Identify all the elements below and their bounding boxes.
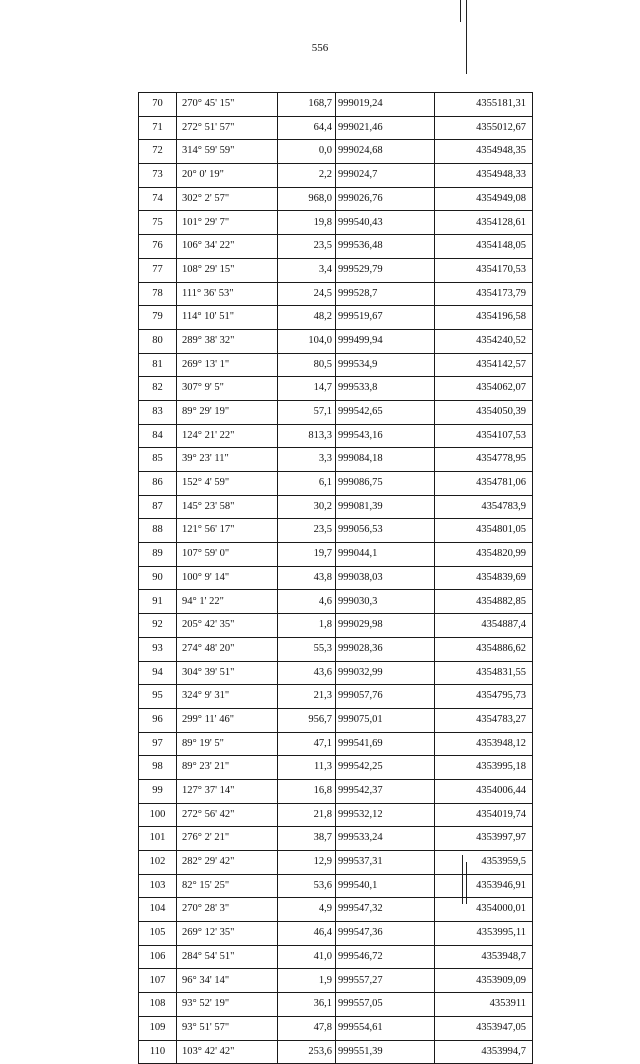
table-row [139, 779, 533, 803]
point-number-cell: 110 [139, 1040, 177, 1064]
point-number-cell: 108 [139, 993, 177, 1017]
point-number-cell: 80 [139, 329, 177, 353]
distance-cell: 80,5 [278, 353, 336, 377]
direction-angle-cell: 124° 21' 22" [177, 424, 278, 448]
x-coordinate-cell: 999075,01 [336, 708, 435, 732]
direction-angle-cell: 111° 36' 53" [177, 282, 278, 306]
x-coordinate-cell: 999032,99 [336, 661, 435, 685]
x-coordinate-cell: 999542,37 [336, 779, 435, 803]
direction-angle-cell: 272° 51' 57" [177, 116, 278, 140]
distance-cell: 43,8 [278, 566, 336, 590]
direction-angle-cell: 276° 2' 21" [177, 827, 278, 851]
point-number-cell: 100 [139, 803, 177, 827]
point-number-cell: 107 [139, 969, 177, 993]
point-number-cell: 98 [139, 756, 177, 780]
distance-cell: 104,0 [278, 329, 336, 353]
table-row [139, 827, 533, 851]
point-number-cell: 72 [139, 140, 177, 164]
direction-angle-cell: 101° 29' 7" [177, 211, 278, 235]
point-number-cell: 86 [139, 472, 177, 496]
point-number-cell: 90 [139, 566, 177, 590]
y-coordinate-cell: 4354019,74 [435, 803, 533, 827]
distance-cell: 64,4 [278, 116, 336, 140]
distance-cell: 21,3 [278, 685, 336, 709]
direction-angle-cell: 121° 56' 17" [177, 519, 278, 543]
table-row [139, 851, 533, 875]
y-coordinate-cell: 4354170,53 [435, 258, 533, 282]
direction-angle-cell: 270° 45' 15" [177, 93, 278, 117]
table-row [139, 685, 533, 709]
x-coordinate-cell: 999021,46 [336, 116, 435, 140]
point-number-cell: 78 [139, 282, 177, 306]
point-number-cell: 105 [139, 922, 177, 946]
x-coordinate-cell: 999542,65 [336, 400, 435, 424]
direction-angle-cell: 152° 4' 59" [177, 472, 278, 496]
y-coordinate-cell: 4353959,5 [435, 851, 533, 875]
x-coordinate-cell: 999543,16 [336, 424, 435, 448]
x-coordinate-cell: 999551,39 [336, 1040, 435, 1064]
y-coordinate-cell: 4354142,57 [435, 353, 533, 377]
table-row [139, 922, 533, 946]
y-coordinate-cell: 4353948,12 [435, 732, 533, 756]
distance-cell: 168,7 [278, 93, 336, 117]
coordinates-table [138, 92, 533, 1064]
table-row [139, 637, 533, 661]
y-coordinate-cell: 4354783,9 [435, 495, 533, 519]
x-coordinate-cell: 999057,76 [336, 685, 435, 709]
table-row [139, 495, 533, 519]
point-number-cell: 77 [139, 258, 177, 282]
x-coordinate-cell: 999537,31 [336, 851, 435, 875]
point-number-cell: 102 [139, 851, 177, 875]
distance-cell: 57,1 [278, 400, 336, 424]
table-row [139, 329, 533, 353]
point-number-cell: 91 [139, 590, 177, 614]
table-row [139, 258, 533, 282]
direction-angle-cell: 299° 11' 46" [177, 708, 278, 732]
table-row [139, 1016, 533, 1040]
x-coordinate-cell: 999557,05 [336, 993, 435, 1017]
distance-cell: 3,3 [278, 448, 336, 472]
page-number: 556 [311, 42, 329, 54]
y-coordinate-cell: 4354801,05 [435, 519, 533, 543]
x-coordinate-cell: 999540,43 [336, 211, 435, 235]
x-coordinate-cell: 999028,36 [336, 637, 435, 661]
y-coordinate-cell: 4353948,7 [435, 945, 533, 969]
point-number-cell: 97 [139, 732, 177, 756]
y-coordinate-cell: 4354949,08 [435, 187, 533, 211]
y-coordinate-cell: 4354148,05 [435, 235, 533, 259]
distance-cell: 968,0 [278, 187, 336, 211]
direction-angle-cell: 93° 51' 57" [177, 1016, 278, 1040]
y-coordinate-cell: 4355012,67 [435, 116, 533, 140]
x-coordinate-cell: 999547,36 [336, 922, 435, 946]
point-number-cell: 79 [139, 306, 177, 330]
direction-angle-cell: 107° 59' 0" [177, 543, 278, 567]
table-row [139, 756, 533, 780]
x-coordinate-cell: 999547,32 [336, 898, 435, 922]
distance-cell: 21,8 [278, 803, 336, 827]
x-coordinate-cell: 999019,24 [336, 93, 435, 117]
distance-cell: 48,2 [278, 306, 336, 330]
y-coordinate-cell: 4354062,07 [435, 377, 533, 401]
direction-angle-cell: 39° 23' 11" [177, 448, 278, 472]
y-coordinate-cell: 4353947,05 [435, 1016, 533, 1040]
y-coordinate-cell: 4354781,06 [435, 472, 533, 496]
y-coordinate-cell: 4354948,35 [435, 140, 533, 164]
point-number-cell: 106 [139, 945, 177, 969]
distance-cell: 1,8 [278, 614, 336, 638]
table-row [139, 211, 533, 235]
distance-cell: 19,8 [278, 211, 336, 235]
table-row [139, 282, 533, 306]
table-row [139, 353, 533, 377]
distance-cell: 19,7 [278, 543, 336, 567]
point-number-cell: 84 [139, 424, 177, 448]
x-coordinate-cell: 999528,7 [336, 282, 435, 306]
distance-cell: 46,4 [278, 922, 336, 946]
table-row [139, 566, 533, 590]
distance-cell: 23,5 [278, 235, 336, 259]
y-coordinate-cell: 4353994,7 [435, 1040, 533, 1064]
direction-angle-cell: 127° 37' 14" [177, 779, 278, 803]
point-number-cell: 109 [139, 1016, 177, 1040]
table-row [139, 708, 533, 732]
x-coordinate-cell: 999038,03 [336, 566, 435, 590]
table-row [139, 590, 533, 614]
distance-cell: 1,9 [278, 969, 336, 993]
x-coordinate-cell: 999542,25 [336, 756, 435, 780]
y-coordinate-cell: 4353946,91 [435, 874, 533, 898]
point-number-cell: 74 [139, 187, 177, 211]
distance-cell: 38,7 [278, 827, 336, 851]
x-coordinate-cell: 999056,53 [336, 519, 435, 543]
direction-angle-cell: 93° 52' 19" [177, 993, 278, 1017]
binding-mark [460, 0, 461, 22]
y-coordinate-cell: 4354887,4 [435, 614, 533, 638]
distance-cell: 4,6 [278, 590, 336, 614]
distance-cell: 53,6 [278, 874, 336, 898]
direction-angle-cell: 96° 34' 14" [177, 969, 278, 993]
direction-angle-cell: 284° 54' 51" [177, 945, 278, 969]
x-coordinate-cell: 999536,48 [336, 235, 435, 259]
y-coordinate-cell: 4354000,01 [435, 898, 533, 922]
y-coordinate-cell: 4354196,58 [435, 306, 533, 330]
point-number-cell: 96 [139, 708, 177, 732]
distance-cell: 43,6 [278, 661, 336, 685]
table-row [139, 377, 533, 401]
direction-angle-cell: 89° 23' 21" [177, 756, 278, 780]
x-coordinate-cell: 999030,3 [336, 590, 435, 614]
x-coordinate-cell: 999081,39 [336, 495, 435, 519]
direction-angle-cell: 270° 28' 3" [177, 898, 278, 922]
point-number-cell: 94 [139, 661, 177, 685]
x-coordinate-cell: 999557,27 [336, 969, 435, 993]
point-number-cell: 95 [139, 685, 177, 709]
x-coordinate-cell: 999533,8 [336, 377, 435, 401]
y-coordinate-cell: 4355181,31 [435, 93, 533, 117]
distance-cell: 3,4 [278, 258, 336, 282]
distance-cell: 4,9 [278, 898, 336, 922]
y-coordinate-cell: 4354783,27 [435, 708, 533, 732]
table-row [139, 969, 533, 993]
direction-angle-cell: 94° 1' 22" [177, 590, 278, 614]
table-row [139, 614, 533, 638]
table-row [139, 472, 533, 496]
table-row [139, 448, 533, 472]
table-row [139, 306, 533, 330]
x-coordinate-cell: 999024,7 [336, 164, 435, 188]
table-row [139, 235, 533, 259]
y-coordinate-cell: 4354882,85 [435, 590, 533, 614]
distance-cell: 47,1 [278, 732, 336, 756]
table-row [139, 424, 533, 448]
y-coordinate-cell: 4353909,09 [435, 969, 533, 993]
direction-angle-cell: 100° 9' 14" [177, 566, 278, 590]
point-number-cell: 104 [139, 898, 177, 922]
y-coordinate-cell: 4354128,61 [435, 211, 533, 235]
point-number-cell: 71 [139, 116, 177, 140]
binding-mark [466, 0, 467, 74]
y-coordinate-cell: 4354886,62 [435, 637, 533, 661]
distance-cell: 47,8 [278, 1016, 336, 1040]
x-coordinate-cell: 999533,24 [336, 827, 435, 851]
y-coordinate-cell: 4354006,44 [435, 779, 533, 803]
point-number-cell: 87 [139, 495, 177, 519]
y-coordinate-cell: 4354107,53 [435, 424, 533, 448]
table-row [139, 116, 533, 140]
x-coordinate-cell: 999029,98 [336, 614, 435, 638]
distance-cell: 16,8 [278, 779, 336, 803]
table-row [139, 898, 533, 922]
direction-angle-cell: 269° 13' 1" [177, 353, 278, 377]
y-coordinate-cell: 4354948,33 [435, 164, 533, 188]
direction-angle-cell: 145° 23' 58" [177, 495, 278, 519]
distance-cell: 55,3 [278, 637, 336, 661]
y-coordinate-cell: 4353997,97 [435, 827, 533, 851]
distance-cell: 30,2 [278, 495, 336, 519]
y-coordinate-cell: 4354778,95 [435, 448, 533, 472]
point-number-cell: 93 [139, 637, 177, 661]
direction-angle-cell: 20° 0' 19" [177, 164, 278, 188]
table-row [139, 93, 533, 117]
table-row [139, 874, 533, 898]
table-row [139, 945, 533, 969]
x-coordinate-cell: 999026,76 [336, 187, 435, 211]
direction-angle-cell: 314° 59' 59" [177, 140, 278, 164]
table-row [139, 164, 533, 188]
y-coordinate-cell: 4354820,99 [435, 543, 533, 567]
distance-cell: 23,5 [278, 519, 336, 543]
table-row [139, 187, 533, 211]
x-coordinate-cell: 999532,12 [336, 803, 435, 827]
point-number-cell: 92 [139, 614, 177, 638]
x-coordinate-cell: 999086,75 [336, 472, 435, 496]
point-number-cell: 76 [139, 235, 177, 259]
point-number-cell: 88 [139, 519, 177, 543]
direction-angle-cell: 304° 39' 51" [177, 661, 278, 685]
distance-cell: 813,3 [278, 424, 336, 448]
x-coordinate-cell: 999499,94 [336, 329, 435, 353]
table-row [139, 1040, 533, 1064]
point-number-cell: 101 [139, 827, 177, 851]
y-coordinate-cell: 4354240,52 [435, 329, 533, 353]
direction-angle-cell: 103° 42' 42" [177, 1040, 278, 1064]
distance-cell: 6,1 [278, 472, 336, 496]
x-coordinate-cell: 999546,72 [336, 945, 435, 969]
x-coordinate-cell: 999554,61 [336, 1016, 435, 1040]
x-coordinate-cell: 999529,79 [336, 258, 435, 282]
direction-angle-cell: 108° 29' 15" [177, 258, 278, 282]
point-number-cell: 75 [139, 211, 177, 235]
point-number-cell: 70 [139, 93, 177, 117]
table-row [139, 543, 533, 567]
table-row [139, 732, 533, 756]
distance-cell: 0,0 [278, 140, 336, 164]
y-coordinate-cell: 4353911 [435, 993, 533, 1017]
direction-angle-cell: 89° 29' 19" [177, 400, 278, 424]
table-row [139, 661, 533, 685]
point-number-cell: 82 [139, 377, 177, 401]
x-coordinate-cell: 999534,9 [336, 353, 435, 377]
distance-cell: 2,2 [278, 164, 336, 188]
x-coordinate-cell: 999044,1 [336, 543, 435, 567]
distance-cell: 14,7 [278, 377, 336, 401]
distance-cell: 956,7 [278, 708, 336, 732]
y-coordinate-cell: 4354831,55 [435, 661, 533, 685]
direction-angle-cell: 307° 9' 5" [177, 377, 278, 401]
table-row [139, 400, 533, 424]
distance-cell: 11,3 [278, 756, 336, 780]
direction-angle-cell: 205° 42' 35" [177, 614, 278, 638]
direction-angle-cell: 114° 10' 51" [177, 306, 278, 330]
direction-angle-cell: 289° 38' 32" [177, 329, 278, 353]
y-coordinate-cell: 4353995,18 [435, 756, 533, 780]
distance-cell: 253,6 [278, 1040, 336, 1064]
direction-angle-cell: 282° 29' 42" [177, 851, 278, 875]
table-row [139, 140, 533, 164]
x-coordinate-cell: 999541,69 [336, 732, 435, 756]
point-number-cell: 85 [139, 448, 177, 472]
point-number-cell: 73 [139, 164, 177, 188]
table-row [139, 519, 533, 543]
coordinates-table-body [139, 93, 533, 1064]
distance-cell: 12,9 [278, 851, 336, 875]
y-coordinate-cell: 4354839,69 [435, 566, 533, 590]
x-coordinate-cell: 999540,1 [336, 874, 435, 898]
point-number-cell: 81 [139, 353, 177, 377]
y-coordinate-cell: 4354173,79 [435, 282, 533, 306]
x-coordinate-cell: 999084,18 [336, 448, 435, 472]
point-number-cell: 99 [139, 779, 177, 803]
distance-cell: 24,5 [278, 282, 336, 306]
y-coordinate-cell: 4353995,11 [435, 922, 533, 946]
direction-angle-cell: 272° 56' 42" [177, 803, 278, 827]
distance-cell: 41,0 [278, 945, 336, 969]
distance-cell: 36,1 [278, 993, 336, 1017]
direction-angle-cell: 89° 19' 5" [177, 732, 278, 756]
direction-angle-cell: 106° 34' 22" [177, 235, 278, 259]
direction-angle-cell: 269° 12' 35" [177, 922, 278, 946]
point-number-cell: 103 [139, 874, 177, 898]
y-coordinate-cell: 4354050,39 [435, 400, 533, 424]
point-number-cell: 89 [139, 543, 177, 567]
point-number-cell: 83 [139, 400, 177, 424]
direction-angle-cell: 302° 2' 57" [177, 187, 278, 211]
x-coordinate-cell: 999024,68 [336, 140, 435, 164]
direction-angle-cell: 82° 15' 25" [177, 874, 278, 898]
x-coordinate-cell: 999519,67 [336, 306, 435, 330]
table-row [139, 993, 533, 1017]
y-coordinate-cell: 4354795,73 [435, 685, 533, 709]
direction-angle-cell: 324° 9' 31" [177, 685, 278, 709]
table-row [139, 803, 533, 827]
direction-angle-cell: 274° 48' 20" [177, 637, 278, 661]
